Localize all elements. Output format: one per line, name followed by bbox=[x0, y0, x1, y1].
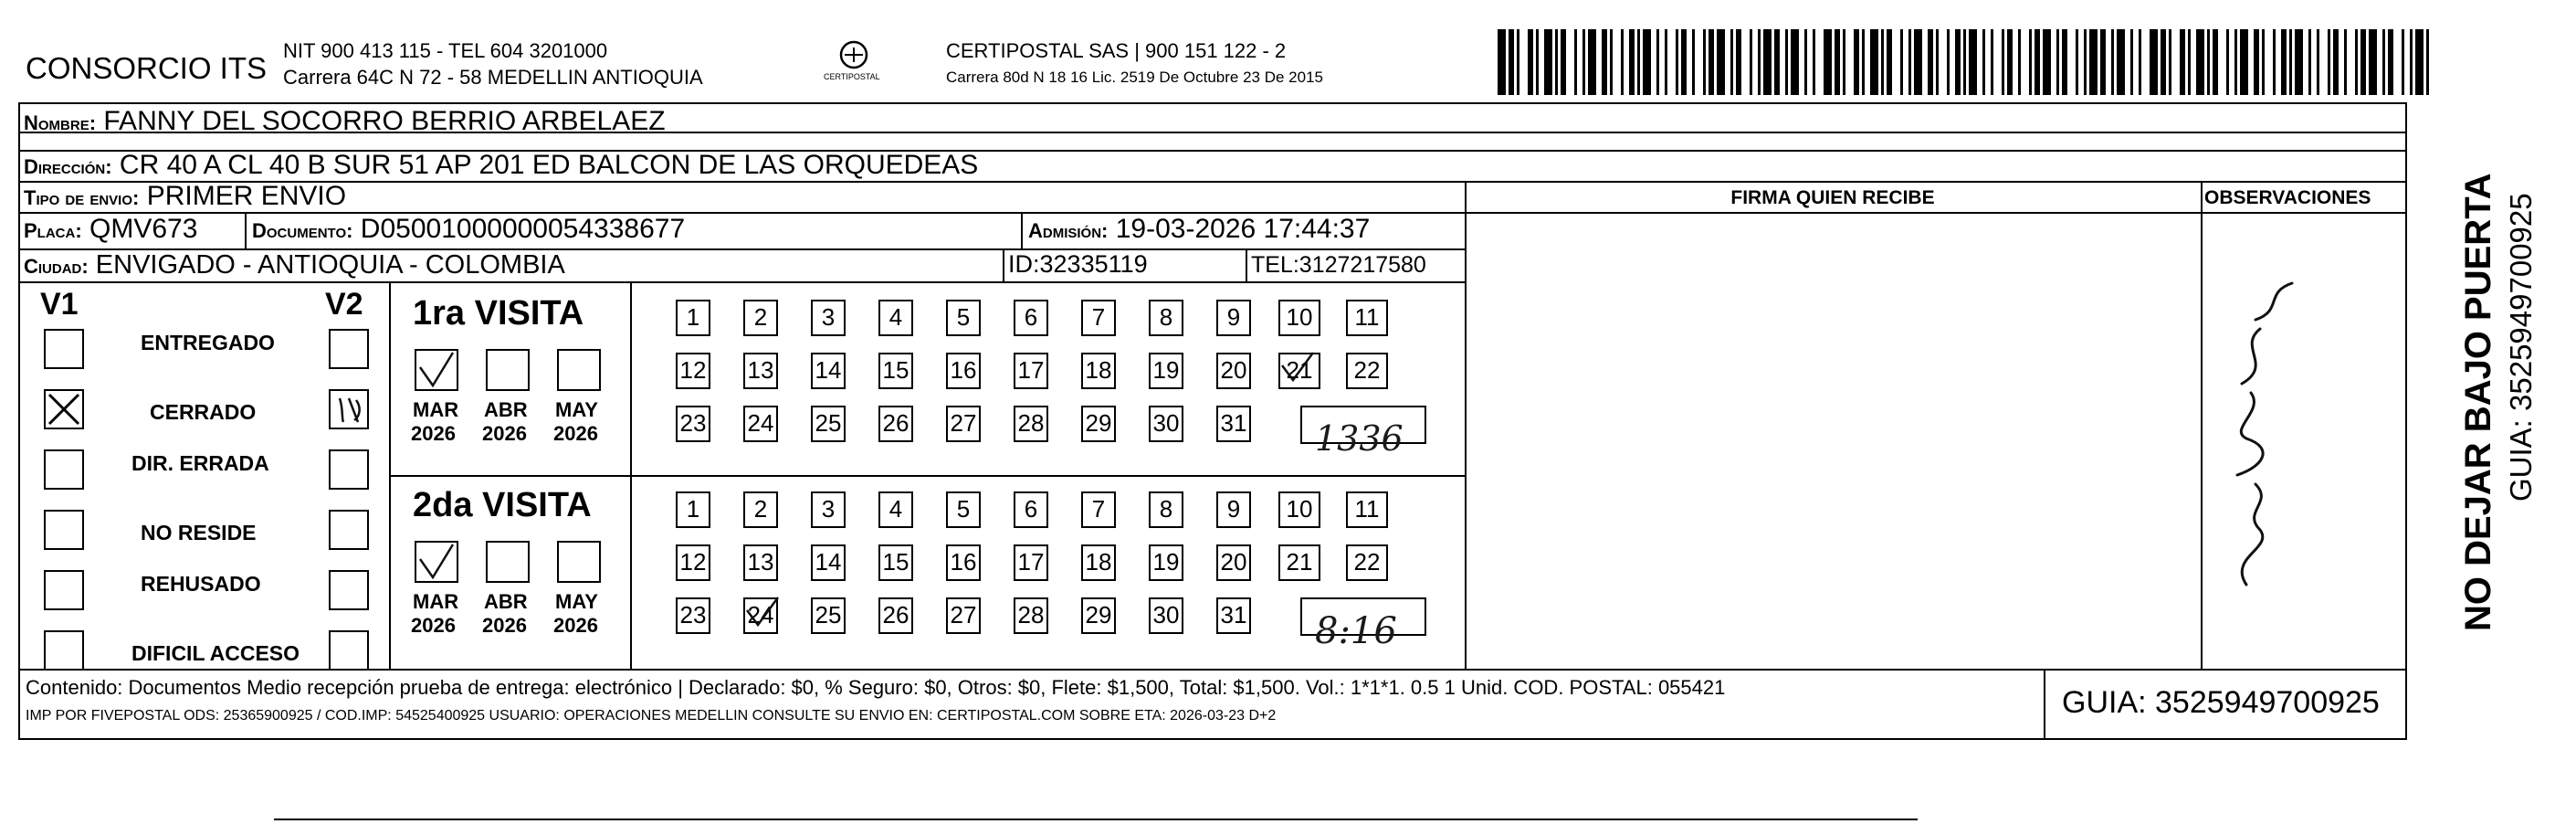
visit2-day-9[interactable] bbox=[1216, 491, 1251, 528]
guia-box: GUIA: 3525949700925 bbox=[2062, 685, 2380, 720]
visit2-day-14[interactable] bbox=[811, 544, 846, 581]
visit1-day-label: 14 bbox=[815, 356, 842, 384]
v1-checkbox-no-reside[interactable] bbox=[44, 510, 84, 550]
placa-row bbox=[24, 216, 197, 243]
imp-line: IMP POR FIVEPOSTAL ODS: 25365900925 / COD.IMP: 54525400925 USUARIO: OPERACIONES MEDELLIN CONSULTE SU ENVIO EN: CERTIPOSTAL.COM SOBRE ETA: 2026-03-23 D+2 bbox=[26, 708, 1277, 724]
visit1-day-label: 30 bbox=[1152, 409, 1180, 437]
visit1-day-label: 15 bbox=[882, 356, 909, 384]
ciudad-row bbox=[24, 252, 565, 279]
visit2-day-label: 1 bbox=[686, 495, 700, 523]
address-line: Carrera 64C N 72 - 58 MEDELLIN ANTIOQUIA bbox=[283, 66, 703, 89]
visit2-day-label: 12 bbox=[679, 548, 707, 576]
visit1-day-label: 16 bbox=[950, 356, 977, 384]
visit2-day-21[interactable] bbox=[1278, 544, 1320, 581]
visit2-day-label: 23 bbox=[679, 601, 707, 629]
visit2-day-label: 15 bbox=[882, 548, 909, 576]
visit1-day-11[interactable] bbox=[1346, 300, 1388, 336]
visit1-day-30[interactable] bbox=[1149, 406, 1183, 442]
visit2-day-16[interactable] bbox=[946, 544, 981, 581]
visit1-day-16[interactable] bbox=[946, 353, 981, 389]
visit2-day-label: 21 bbox=[1286, 548, 1313, 576]
admision-value: 19-03-2026 17:44:37 bbox=[1115, 214, 1371, 244]
visit2-day-label: 18 bbox=[1085, 548, 1112, 576]
visit2-day-label: 6 bbox=[1024, 495, 1038, 523]
visit1-day-label: 10 bbox=[1286, 303, 1313, 331]
visit2-day-29[interactable] bbox=[1081, 597, 1116, 634]
visit1-year-label: 2026 bbox=[553, 422, 598, 445]
visit1-day-25[interactable] bbox=[811, 406, 846, 442]
admision-label: Admisión: bbox=[1028, 219, 1109, 242]
visit2-title: 2da VISITA bbox=[413, 486, 592, 524]
visit2-day-30[interactable] bbox=[1149, 597, 1183, 634]
visit1-day-7[interactable] bbox=[1081, 300, 1116, 336]
visit2-day-label: 7 bbox=[1091, 495, 1106, 523]
documento-value: D05001000000054338677 bbox=[360, 214, 686, 244]
x-mark-icon bbox=[46, 391, 82, 428]
visit2-day-label: 25 bbox=[815, 601, 842, 629]
visit1-day-17[interactable] bbox=[1014, 353, 1048, 389]
visit1-day-label: 13 bbox=[747, 356, 774, 384]
visit1-day-27[interactable] bbox=[946, 406, 981, 442]
visit2-day-label: 27 bbox=[950, 601, 977, 629]
v2-checkbox-no-reside[interactable] bbox=[329, 510, 369, 550]
tipo-row bbox=[24, 183, 346, 210]
visit1-day-label: 22 bbox=[1353, 356, 1381, 384]
v1-checkbox-dificil-acceso[interactable] bbox=[44, 630, 84, 671]
visit2-day-label: 11 bbox=[1354, 495, 1380, 523]
nit-line: NIT 900 413 115 - TEL 604 3201000 bbox=[283, 39, 608, 62]
visit2-day-label: 28 bbox=[1017, 601, 1045, 629]
tel-value: 3127217580 bbox=[1299, 252, 1426, 278]
check-mark-icon bbox=[416, 543, 457, 581]
visit1-day-label: 2 bbox=[753, 303, 768, 331]
visit1-day-label: 27 bbox=[950, 409, 977, 437]
visit1-day-1[interactable] bbox=[676, 300, 710, 336]
visit2-month-box-mar[interactable] bbox=[415, 541, 458, 583]
visit1-day-4[interactable] bbox=[878, 300, 913, 336]
visit2-day-label: 19 bbox=[1152, 548, 1180, 576]
day-check-mark-icon bbox=[1277, 349, 1319, 386]
nombre-row bbox=[24, 108, 666, 135]
visit1-time-handwritten: 1336 bbox=[1315, 418, 1404, 459]
visit1-day-28[interactable] bbox=[1014, 406, 1048, 442]
visit2-day-label: 31 bbox=[1220, 601, 1247, 629]
visit1-month-label-may: MAY bbox=[555, 398, 598, 421]
visit2-month-label-abr: ABR bbox=[484, 590, 528, 613]
visit1-day-label: 25 bbox=[815, 409, 842, 437]
v1-checkbox-rehusado[interactable] bbox=[44, 570, 84, 610]
visit2-day-label: 13 bbox=[747, 548, 774, 576]
visit1-day-label: 5 bbox=[956, 303, 971, 331]
visit1-month-label-mar: MAR bbox=[413, 398, 459, 421]
visit1-day-label: 18 bbox=[1085, 356, 1112, 384]
visit2-day-2[interactable] bbox=[743, 491, 778, 528]
visit1-day-24[interactable] bbox=[743, 406, 778, 442]
visit2-month-box-abr[interactable] bbox=[486, 541, 530, 583]
id-label: ID: bbox=[1008, 250, 1040, 278]
visit2-day-4[interactable] bbox=[878, 491, 913, 528]
handwritten-signature bbox=[2210, 256, 2301, 603]
visit2-day-31[interactable] bbox=[1216, 597, 1251, 634]
visit2-day-label: 20 bbox=[1220, 548, 1247, 576]
visit1-day-label: 24 bbox=[747, 409, 774, 437]
visit2-day-label: 14 bbox=[815, 548, 842, 576]
visit1-day-label: 28 bbox=[1017, 409, 1045, 437]
visit2-day-6[interactable] bbox=[1014, 491, 1048, 528]
visit1-day-label: 9 bbox=[1226, 303, 1241, 331]
visit1-title: 1ra VISITA bbox=[413, 294, 584, 333]
bottom-rule bbox=[274, 819, 1918, 820]
documento-label: Documento: bbox=[252, 219, 353, 242]
visit1-day-label: 6 bbox=[1024, 303, 1038, 331]
v1-checkbox-entregado[interactable] bbox=[44, 329, 84, 369]
visit2-time-handwritten: 8:16 bbox=[1315, 610, 1397, 652]
visit1-day-label: 1 bbox=[686, 303, 700, 331]
visit1-day-10[interactable] bbox=[1278, 300, 1320, 336]
day-check-mark-icon bbox=[741, 594, 783, 630]
visit2-day-18[interactable] bbox=[1081, 544, 1116, 581]
visit2-day-label: 22 bbox=[1353, 548, 1381, 576]
visit1-day-22[interactable] bbox=[1346, 353, 1388, 389]
visit2-day-22[interactable] bbox=[1346, 544, 1388, 581]
visit1-day-26[interactable] bbox=[878, 406, 913, 442]
visit1-day-label: 12 bbox=[679, 356, 707, 384]
contenido-line: Contenido: Documentos Medio recepción prueba de entrega: electrónico | Declarado: $0, % Seguro: $0, Otros: $0, Flete: $1,500, Total: $1,500. Vol.: 1*1*1. 0.5 1 Unid. COD. POSTAL: 055421 bbox=[26, 676, 1726, 699]
visit2-day-13[interactable] bbox=[743, 544, 778, 581]
direccion-label: Dirección: bbox=[24, 155, 112, 178]
check-mark-icon bbox=[416, 351, 457, 389]
visit2-day-24[interactable] bbox=[743, 597, 778, 634]
visit1-day-3[interactable] bbox=[811, 300, 846, 336]
visit1-day-label: 21 bbox=[1286, 356, 1313, 384]
side-guia: GUIA: 3525949700925 bbox=[2504, 193, 2538, 502]
certipostal-line: CERTIPOSTAL SAS | 900 151 122 - 2 bbox=[946, 39, 1287, 62]
visit1-day-23[interactable] bbox=[676, 406, 710, 442]
barcode bbox=[1498, 29, 2429, 95]
v2-checkbox-rehusado[interactable] bbox=[329, 570, 369, 610]
handwritten-check-icon bbox=[331, 391, 367, 428]
visit1-day-19[interactable] bbox=[1149, 353, 1183, 389]
documento-row bbox=[252, 216, 685, 243]
status-label-dificil-acceso: DIFICIL ACCESO bbox=[131, 641, 300, 665]
visit1-day-6[interactable] bbox=[1014, 300, 1048, 336]
visit2-day-5[interactable] bbox=[946, 491, 981, 528]
visit1-day-29[interactable] bbox=[1081, 406, 1116, 442]
visit1-day-13[interactable] bbox=[743, 353, 778, 389]
visit2-day-12[interactable] bbox=[676, 544, 710, 581]
visit2-day-label: 2 bbox=[753, 495, 768, 523]
v2-label: V2 bbox=[325, 287, 363, 322]
visit2-day-28[interactable] bbox=[1014, 597, 1048, 634]
visit2-day-23[interactable] bbox=[676, 597, 710, 634]
visit2-day-label: 17 bbox=[1017, 548, 1045, 576]
visit1-day-label: 11 bbox=[1354, 303, 1380, 331]
visit2-day-19[interactable] bbox=[1149, 544, 1183, 581]
tel-label: TEL: bbox=[1251, 252, 1299, 278]
direccion-row bbox=[24, 152, 978, 179]
admision-row bbox=[1028, 216, 1370, 243]
visit2-day-7[interactable] bbox=[1081, 491, 1116, 528]
visit2-day-label: 26 bbox=[882, 601, 909, 629]
v1-checkbox-cerrado[interactable] bbox=[44, 389, 84, 429]
visit2-day-label: 9 bbox=[1226, 495, 1241, 523]
direccion-value: CR 40 A CL 40 B SUR 51 AP 201 ED BALCON DE LAS ORQUEDEAS bbox=[119, 150, 979, 180]
company-name: CONSORCIO ITS bbox=[26, 51, 268, 85]
visit2-day-15[interactable] bbox=[878, 544, 913, 581]
visit2-day-17[interactable] bbox=[1014, 544, 1048, 581]
nombre-value: FANNY DEL SOCORRO BERRIO ARBELAEZ bbox=[103, 106, 666, 136]
visit2-month-box-may[interactable] bbox=[557, 541, 601, 583]
visit1-day-21[interactable] bbox=[1278, 353, 1320, 389]
visit2-day-11[interactable] bbox=[1346, 491, 1388, 528]
visit2-year-label: 2026 bbox=[553, 614, 598, 637]
visit1-day-12[interactable] bbox=[676, 353, 710, 389]
visit1-day-label: 8 bbox=[1159, 303, 1173, 331]
license-line: Carrera 80d N 18 16 Lic. 2519 De Octubre 23 De 2015 bbox=[946, 69, 1323, 86]
visit1-day-8[interactable] bbox=[1149, 300, 1183, 336]
placa-label: Placa: bbox=[24, 219, 82, 242]
visit2-day-label: 16 bbox=[950, 548, 977, 576]
visit2-day-8[interactable] bbox=[1149, 491, 1183, 528]
visit1-day-label: 7 bbox=[1091, 303, 1106, 331]
visit2-day-1[interactable] bbox=[676, 491, 710, 528]
no-dejar-bajo-puerta: NO DEJAR BAJO PUERTA bbox=[2458, 173, 2498, 631]
status-label-rehusado: REHUSADO bbox=[141, 572, 261, 596]
status-label-no-reside: NO RESIDE bbox=[141, 521, 257, 544]
id-row bbox=[1008, 252, 1148, 277]
visit1-month-box-abr[interactable] bbox=[486, 349, 530, 391]
visit2-month-label-may: MAY bbox=[555, 590, 598, 613]
visit1-day-label: 31 bbox=[1220, 409, 1247, 437]
visit1-year-label: 2026 bbox=[411, 422, 456, 445]
visit2-year-label: 2026 bbox=[482, 614, 527, 637]
visit2-day-label: 3 bbox=[821, 495, 836, 523]
visit2-day-label: 8 bbox=[1159, 495, 1173, 523]
tipo-label: Tipo de envio: bbox=[24, 186, 140, 209]
v1-checkbox-dir-errada[interactable] bbox=[44, 449, 84, 490]
visit1-day-label: 29 bbox=[1085, 409, 1112, 437]
ciudad-label: Ciudad: bbox=[24, 255, 89, 278]
visit1-day-9[interactable] bbox=[1216, 300, 1251, 336]
visit1-day-label: 26 bbox=[882, 409, 909, 437]
visit1-month-box-may[interactable] bbox=[557, 349, 601, 391]
visit2-day-20[interactable] bbox=[1216, 544, 1251, 581]
visit2-month-label-mar: MAR bbox=[413, 590, 459, 613]
v1-label: V1 bbox=[40, 287, 79, 322]
visit2-day-label: 30 bbox=[1152, 601, 1180, 629]
certipostal-logo-icon bbox=[804, 37, 904, 91]
visit1-day-31[interactable] bbox=[1216, 406, 1251, 442]
status-label-entregado: ENTREGADO bbox=[141, 331, 275, 354]
visit1-day-15[interactable] bbox=[878, 353, 913, 389]
visit2-day-label: 10 bbox=[1286, 495, 1313, 523]
visit1-day-label: 17 bbox=[1017, 356, 1045, 384]
v2-checkbox-entregado[interactable] bbox=[329, 329, 369, 369]
visit2-day-3[interactable] bbox=[811, 491, 846, 528]
visit1-day-18[interactable] bbox=[1081, 353, 1116, 389]
placa-value: QMV673 bbox=[89, 214, 198, 244]
visit2-day-label: 5 bbox=[956, 495, 971, 523]
status-label-dir-errada: DIR. ERRADA bbox=[131, 451, 269, 475]
certipostal-logo bbox=[804, 37, 904, 91]
tel-row bbox=[1251, 254, 1426, 277]
firma-header: FIRMA QUIEN RECIBE bbox=[1730, 187, 1935, 208]
status-label-cerrado: CERRADO bbox=[150, 400, 257, 424]
visit1-day-label: 20 bbox=[1220, 356, 1247, 384]
nombre-label: Nombre: bbox=[24, 111, 97, 134]
visit1-day-20[interactable] bbox=[1216, 353, 1251, 389]
visit2-day-25[interactable] bbox=[811, 597, 846, 634]
visit2-day-27[interactable] bbox=[946, 597, 981, 634]
id-value: 32335119 bbox=[1039, 250, 1148, 278]
visit2-year-label: 2026 bbox=[411, 614, 456, 637]
visit1-month-label-abr: ABR bbox=[484, 398, 528, 421]
logo-caption: CERTIPOSTAL bbox=[824, 72, 880, 81]
observaciones-header: OBSERVACIONES bbox=[2204, 187, 2371, 208]
tipo-value: PRIMER ENVIO bbox=[146, 181, 347, 211]
visit1-day-label: 19 bbox=[1152, 356, 1180, 384]
v2-checkbox-dificil-acceso[interactable] bbox=[329, 630, 369, 671]
v2-checkbox-cerrado[interactable] bbox=[329, 389, 369, 429]
visit1-day-2[interactable] bbox=[743, 300, 778, 336]
v2-checkbox-dir-errada[interactable] bbox=[329, 449, 369, 490]
visit1-day-14[interactable] bbox=[811, 353, 846, 389]
visit1-day-5[interactable] bbox=[946, 300, 981, 336]
visit1-day-label: 3 bbox=[821, 303, 836, 331]
visit2-day-10[interactable] bbox=[1278, 491, 1320, 528]
ciudad-value: ENVIGADO - ANTIOQUIA - COLOMBIA bbox=[95, 250, 565, 280]
visit2-day-26[interactable] bbox=[878, 597, 913, 634]
visit1-day-label: 4 bbox=[888, 303, 903, 331]
visit2-day-label: 24 bbox=[747, 601, 774, 629]
visit1-year-label: 2026 bbox=[482, 422, 527, 445]
visit2-day-label: 29 bbox=[1085, 601, 1112, 629]
visit1-month-box-mar[interactable] bbox=[415, 349, 458, 391]
visit1-day-label: 23 bbox=[679, 409, 707, 437]
visit2-day-label: 4 bbox=[888, 495, 903, 523]
